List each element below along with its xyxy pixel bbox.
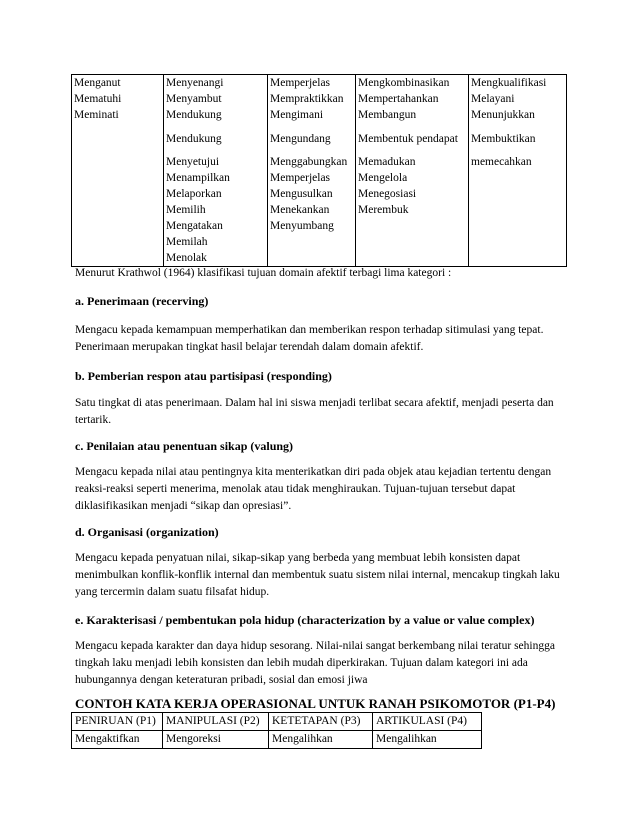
intro-text: Menurut Krathwol (1964) klasifikasi tujuan domain afektif terbagi lima kategori :	[75, 267, 452, 279]
table-cell: Mengimani	[268, 107, 356, 123]
table-cell: Memperjelas	[268, 75, 356, 92]
table-cell	[469, 186, 567, 202]
table-cell: Membangun	[356, 107, 469, 123]
table-cell: Melayani	[469, 91, 567, 107]
table-cell: Mengelola	[356, 170, 469, 186]
table-cell: Merembuk	[356, 202, 469, 218]
table-row	[72, 170, 567, 186]
section-body: Mengacu kepada kemampuan memperhatikan dan memberikan respon terhadap sitimulasi yang tepat. Penerimaan merupakan tingkat hasil belajar terendah dalam domain afektif.	[75, 324, 544, 353]
table-cell	[469, 170, 567, 186]
table-cell: Menunjukkan	[469, 107, 567, 123]
table-cell: Menegosiasi	[356, 186, 469, 202]
table-cell: Menyumbang	[268, 218, 356, 234]
table-cell: Mengundang	[268, 123, 356, 154]
table-cell	[469, 234, 567, 250]
table-cell: Menekankan	[268, 202, 356, 218]
table-cell: Mempraktikkan	[268, 91, 356, 107]
table-cell: Membuktikan	[469, 123, 567, 154]
table-cell	[356, 218, 469, 234]
table-cell	[268, 234, 356, 250]
table-cell: Menganut	[72, 75, 164, 92]
table-cell: Mengatakan	[164, 218, 268, 234]
section-body: Mengacu kepada karakter dan daya hidup sesorang. Nilai-nilai sangat berkembang nilai teratur sehingga tingkah laku menjadi lebih konsisten dan lebih mudah diperkirakan. Tujuan dalam kategori ini ada hubungannya dengan keteraturan pribadi, sosial dan emosi jiwa	[75, 640, 555, 686]
table-cell: Memilah	[164, 234, 268, 250]
table-cell: Memperjelas	[268, 170, 356, 186]
section-body: Satu tingkat di atas penerimaan. Dalam hal ini siswa menjadi terlibat secara afektif, menjadi peserta dan tertarik.	[75, 397, 554, 426]
table-row	[72, 202, 567, 218]
table-header-cell: MANIPULASI (P2)	[163, 713, 269, 731]
table-row	[72, 731, 482, 749]
table-cell: memecahkan	[469, 154, 567, 170]
table-cell	[469, 202, 567, 218]
section-heading: e. Karakterisasi / pembentukan pola hidup (characterization by a value or value complex)	[75, 613, 535, 627]
table-row	[72, 123, 567, 154]
table-header-cell: KETETAPAN (P3)	[269, 713, 373, 731]
table-cell: Meminati	[72, 107, 164, 123]
table-cell	[72, 186, 164, 202]
table-cell	[72, 202, 164, 218]
table-header-cell: PENIRUAN (P1)	[72, 713, 163, 731]
table-cell: Mempertahankan	[356, 91, 469, 107]
affective-verb-table	[71, 74, 567, 267]
psychomotor-table	[71, 712, 482, 749]
table-row	[72, 91, 567, 107]
table-header-row	[72, 713, 482, 731]
section-heading: d. Organisasi (organization)	[75, 525, 219, 539]
table-cell: Mengaktifkan	[72, 731, 163, 749]
table-cell	[72, 170, 164, 186]
table-cell: Menggabungkan	[268, 154, 356, 170]
section-heading: a. Penerimaan (recerving)	[75, 294, 209, 308]
table-cell: Menyambut	[164, 91, 268, 107]
table-cell: Menolak	[164, 250, 268, 267]
section-heading: c. Penilaian atau penentuan sikap (valung)	[75, 439, 294, 453]
table-cell: Melaporkan	[164, 186, 268, 202]
table-cell	[72, 234, 164, 250]
table-row	[72, 186, 567, 202]
section-heading: b. Pemberian respon atau partisipasi (responding)	[75, 369, 332, 383]
table-row	[72, 107, 567, 123]
section-body: Mengacu kepada penyatuan nilai, sikap-sikap yang berbeda yang membuat lebih konsisten dapat menimbulkan konflik-konflik internal dan membentuk suatu sistem nilai internal, mencakup tingkah laku yang tercermin dalam suatu filsafat hidup.	[75, 552, 560, 598]
table-cell: Menyetujui	[164, 154, 268, 170]
table-row	[72, 154, 567, 170]
table-cell: Mengoreksi	[163, 731, 269, 749]
table-cell: Mengkualifikasi	[469, 75, 567, 92]
psychomotor-title: CONTOH KATA KERJA OPERASIONAL UNTUK RANAH PSIKOMOTOR (P1-P4)	[75, 696, 556, 711]
table-cell	[72, 154, 164, 170]
section-body: Mengacu kepada nilai atau pentingnya kita menterikatkan diri pada objek atau kejadian tertentu dengan reaksi-reaksi seperti menerima, menolak atau tidak menghiraukan. Tujuan-tujuan tersebut dapat diklasifikasikan menjadi “sikap dan opresiasi”.	[75, 466, 552, 512]
table-cell	[356, 234, 469, 250]
table-cell: Memadukan	[356, 154, 469, 170]
table-cell: Membentuk pendapat	[356, 123, 469, 154]
table-cell: Mendukung	[164, 107, 268, 123]
table-cell: Menampilkan	[164, 170, 268, 186]
table-cell: Memilih	[164, 202, 268, 218]
table-row	[72, 218, 567, 234]
table-row	[72, 75, 567, 92]
table-cell: Mematuhi	[72, 91, 164, 107]
table-cell: Mengkombinasikan	[356, 75, 469, 92]
table-cell: Mendukung	[164, 123, 268, 154]
table-header-cell: ARTIKULASI (P4)	[373, 713, 482, 731]
table-cell	[72, 123, 164, 154]
table-cell: Mengalihkan	[373, 731, 482, 749]
table-cell	[72, 218, 164, 234]
table-cell: Mengalihkan	[269, 731, 373, 749]
table-row	[72, 234, 567, 250]
table-cell: Menyenangi	[164, 75, 268, 92]
table-cell	[469, 218, 567, 234]
table-cell: Mengusulkan	[268, 186, 356, 202]
